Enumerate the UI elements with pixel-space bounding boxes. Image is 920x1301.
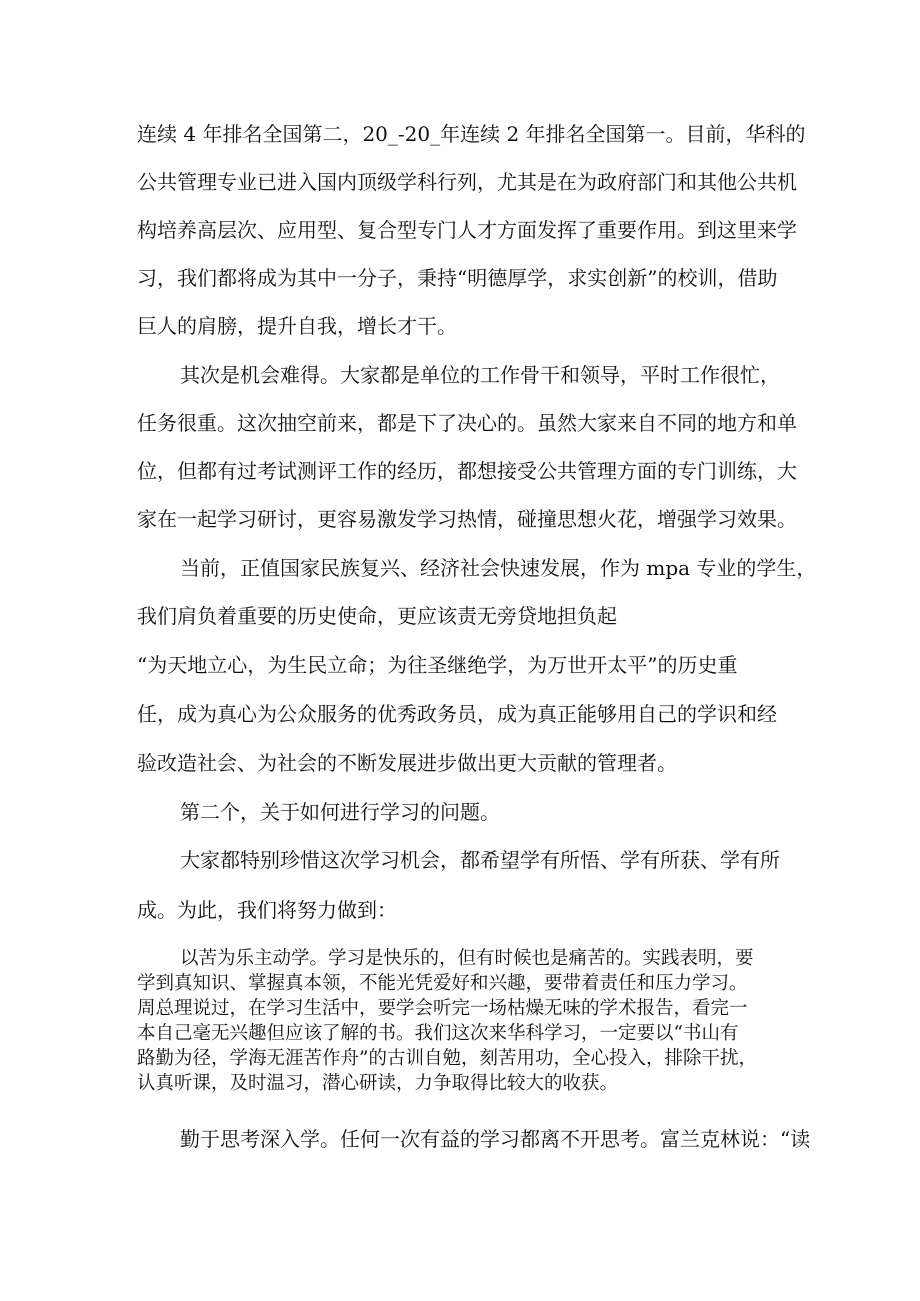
text-line: 大家都特别珍惜这次学习机会，都希望学有所悟、学有所获、学有所 xyxy=(180,848,780,872)
text-line: 验改造社会、为社会的不断发展进步做出更大贡献的管理者。 xyxy=(137,751,677,775)
text-line: 成。为此，我们将努力做到： xyxy=(137,898,397,922)
text-line: “为天地立心，为生民立命；为往圣继绝学，为万世开太平”的历史重 xyxy=(137,653,738,677)
text-line: 公共管理专业已进入国内顶级学科行列，尤其是在为政府部门和其他公共机 xyxy=(137,170,797,194)
text-line: 学到真知识、掌握真本领，不能光凭爱好和兴趣，要带着责任和压力学习。 xyxy=(137,973,748,994)
text-line: 本自己毫无兴趣但应该了解的书。我们这次来华科学习，一定要以“书山有 xyxy=(137,1023,739,1044)
text-line: 以苦为乐主动学。学习是快乐的，但有时候也是痛苦的。实践表明，要 xyxy=(180,948,754,969)
text-line: 任务很重。这次抽空前来，都是下了决心的。虽然大家来自不同的地方和单 xyxy=(137,411,797,435)
text-line: 当前，正值国家民族复兴、经济社会快速发展，作为 mpa 专业的学生， xyxy=(180,556,817,580)
text-line: 认真听课，及时温习，潜心研读，力争取得比较大的收获。 xyxy=(137,1073,619,1094)
text-line: 巨人的肩膀，提升自我，增长才干。 xyxy=(137,314,457,338)
text-line: 习，我们都将成为其中一分子，秉持“明德厚学，求实创新”的校训，借助 xyxy=(137,266,778,290)
text-line: 位，但都有过考试测评工作的经历，都想接受公共管理方面的专门训练，大 xyxy=(137,459,797,483)
text-line: 构培养高层次、应用型、复合型专门人才方面发挥了重要作用。到这里来学 xyxy=(137,218,797,242)
text-line: 周总理说过，在学习生活中，要学会听完一场枯燥无味的学术报告，看完一 xyxy=(137,998,748,1019)
text-line: 连续 4 年排名全国第二，20_-20_年连续 2 年排名全国第一。目前，华科的 xyxy=(137,122,806,146)
text-line: 第二个，关于如何进行学习的问题。 xyxy=(180,800,500,824)
text-line: 其次是机会难得。大家都是单位的工作骨干和领导，平时工作很忙， xyxy=(180,363,780,387)
text-line: 我们肩负着重要的历史使命，更应该责无旁贷地担负起 xyxy=(137,604,617,628)
text-line: 路勤为径，学海无涯苦作舟”的古训自勉，刻苦用功，全心投入，排除干扰， xyxy=(137,1048,757,1069)
text-line: 任，成为真心为公众服务的优秀政务员，成为真正能够用自己的学识和经 xyxy=(137,702,777,726)
text-line: 家在一起学习研讨，更容易激发学习热情，碰撞思想火花，增强学习效果。 xyxy=(137,507,797,531)
text-line: 勤于思考深入学。任何一次有益的学习都离不开思考。富兰克林说：“读 xyxy=(180,1127,811,1151)
